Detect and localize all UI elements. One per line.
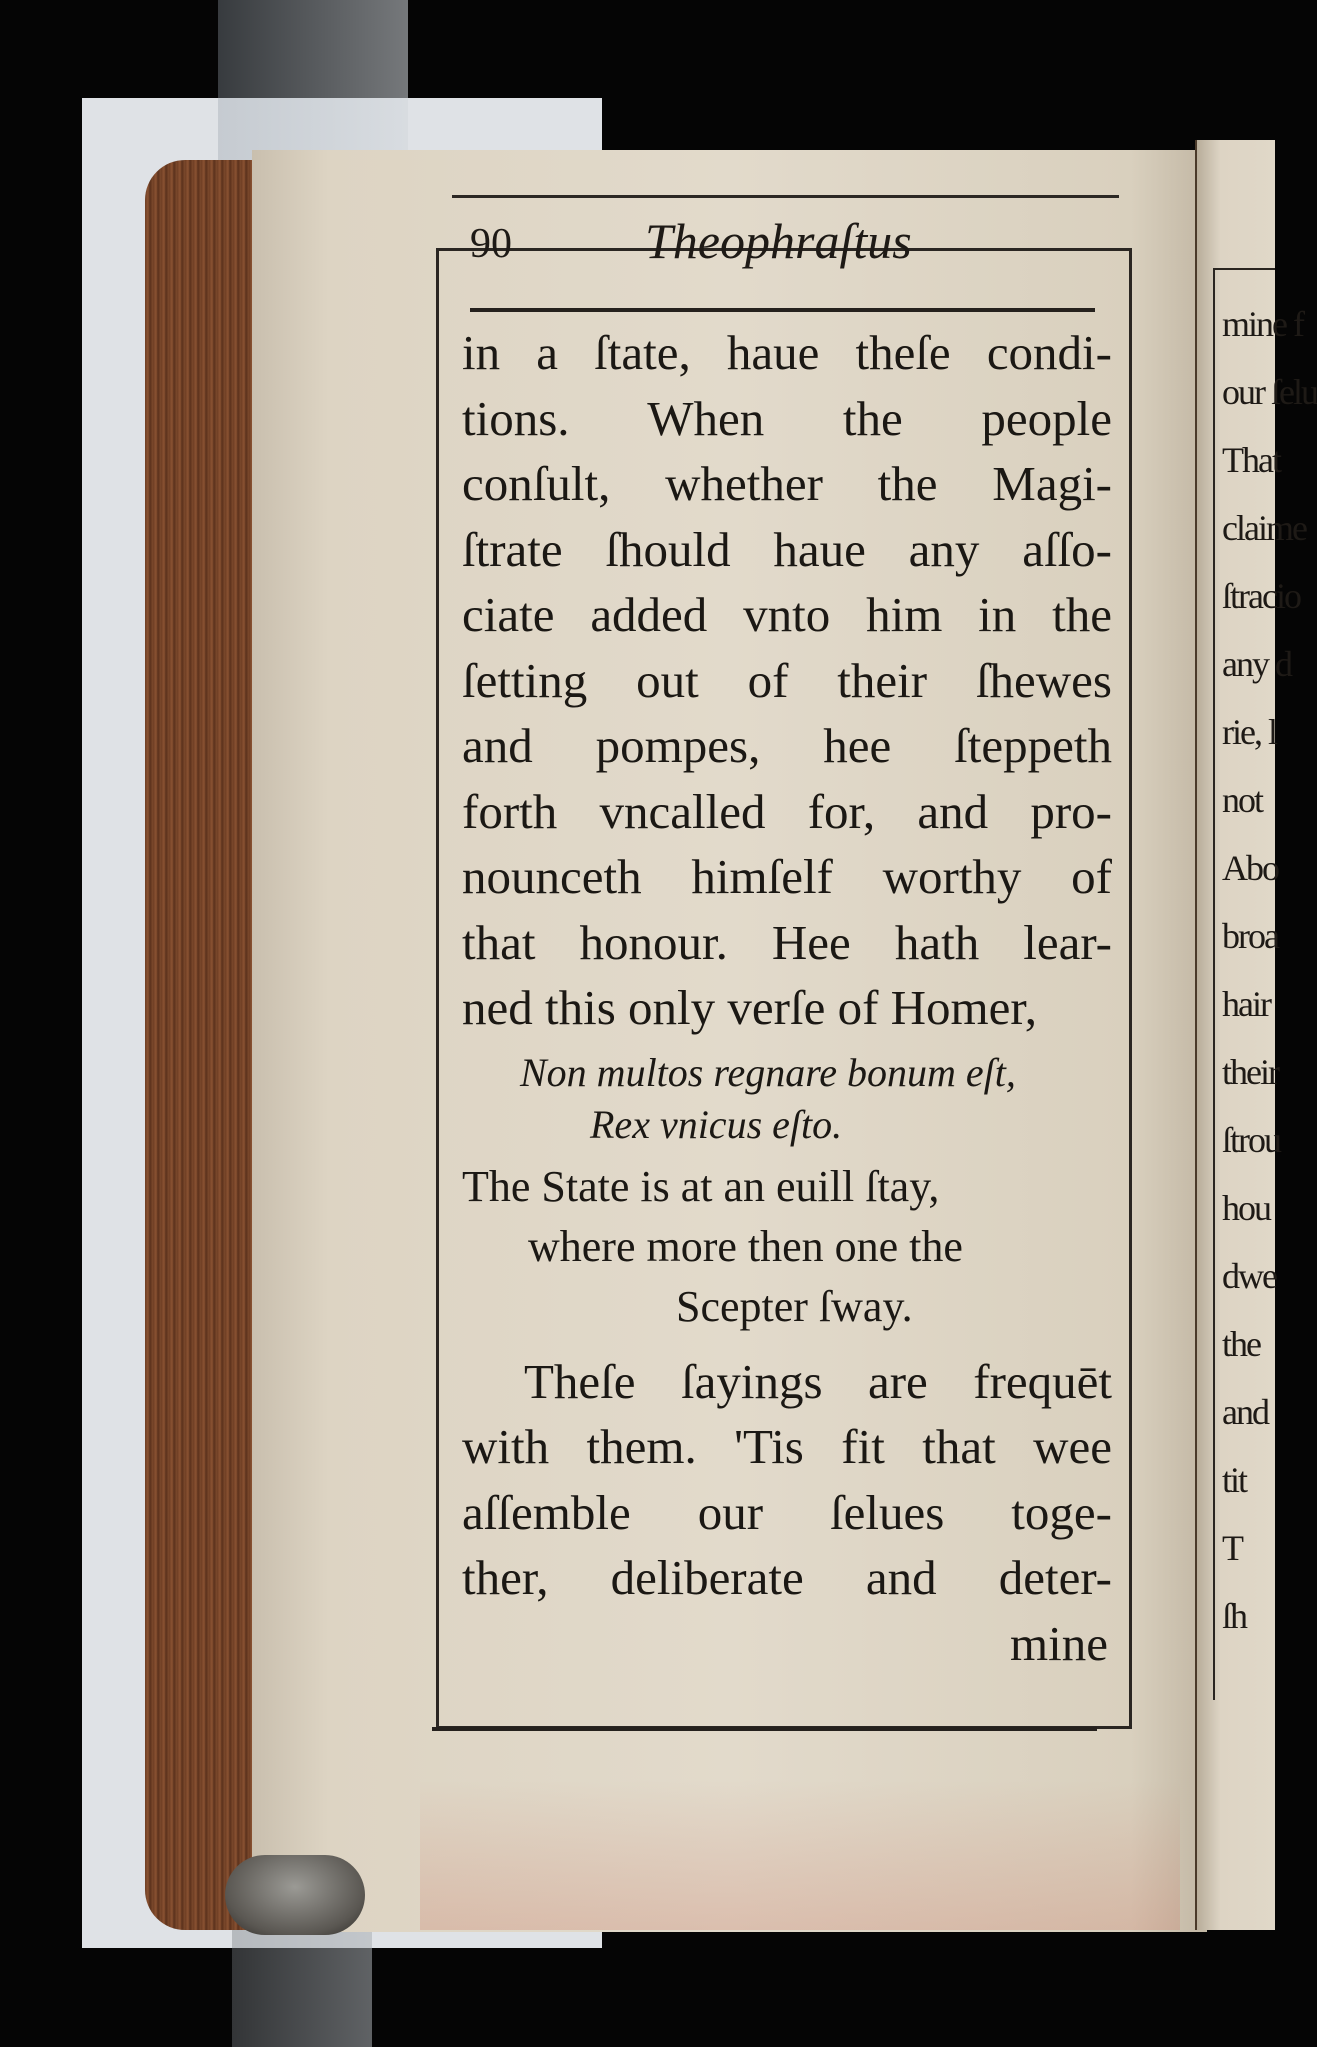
- text-line: conſult, whether the Magi-: [462, 456, 1112, 511]
- page-number: 90: [470, 221, 512, 267]
- facing-line: T: [1222, 1528, 1242, 1568]
- facing-line: the: [1222, 1324, 1260, 1364]
- english-verse-line: Scepter ſway.: [676, 1281, 913, 1331]
- text-line: forth vncalled for, and pro-: [462, 783, 1112, 839]
- page-edges: [145, 160, 263, 1930]
- facing-line: rie, l: [1222, 712, 1276, 752]
- text-line: ther, deliberate and deter-: [462, 1550, 1112, 1605]
- text-line: tions. When the people: [462, 390, 1112, 446]
- text-line: that honour. Hee hath lear-: [462, 914, 1112, 970]
- facing-line: hair: [1222, 984, 1270, 1024]
- text-line: with them. 'Tis fit that wee: [462, 1419, 1112, 1474]
- text-line: in a ſtate, haue theſe condi-: [462, 325, 1112, 380]
- text-line: ſtrate ſhould haue any aſſo-: [462, 521, 1112, 577]
- facing-line: tit: [1222, 1460, 1247, 1500]
- english-verse-line: where more then one the: [528, 1221, 963, 1271]
- facing-line: and: [1222, 1392, 1268, 1432]
- bottom-rule: [432, 1727, 1097, 1731]
- facing-line: broa: [1222, 916, 1278, 956]
- text-line: ned this only verſe of Homer,: [462, 980, 1038, 1035]
- latin-verse-line: Non multos regnare bonum eſt,: [520, 1049, 1016, 1095]
- facing-line: any d: [1222, 644, 1291, 684]
- latin-verse-line: Rex vnicus eſto.: [590, 1101, 843, 1147]
- body-text: [462, 320, 1112, 1676]
- facing-line: hou: [1222, 1188, 1270, 1228]
- facing-line: dwe: [1222, 1256, 1276, 1296]
- facing-line: their: [1222, 1052, 1278, 1092]
- facing-line: ſh: [1222, 1596, 1247, 1636]
- text-line: nounceth himſelf worthy of: [462, 849, 1112, 904]
- catchword: mine: [1010, 1615, 1108, 1671]
- top-rule: [452, 195, 1119, 198]
- facing-line: ſtrou: [1222, 1120, 1280, 1160]
- book-weight: [225, 1855, 365, 1935]
- facing-line: claime: [1222, 508, 1306, 548]
- english-verse-line: The State is at an euill ſtay,: [462, 1161, 940, 1211]
- facing-line: not: [1222, 780, 1263, 820]
- text-line: aſſemble our ſelues toge-: [462, 1484, 1112, 1540]
- facing-line: Abo: [1222, 848, 1278, 888]
- text-line: and pompes, hee ſteppeth: [462, 718, 1112, 773]
- text-line: ſetting out of their ſhewes: [462, 652, 1112, 708]
- page-stain: [420, 1780, 1180, 1930]
- facing-line: our ſelu: [1222, 372, 1317, 412]
- facing-line: ſtracio: [1222, 576, 1300, 616]
- text-line: Theſe ſayings are frequēt: [524, 1353, 1112, 1409]
- text-line: ciate added vnto him in the: [462, 587, 1112, 642]
- header-rule: [470, 308, 1095, 312]
- facing-line: That: [1222, 440, 1280, 480]
- facing-page-text: [1222, 290, 1317, 1650]
- running-title: Theophraſtus: [645, 213, 912, 269]
- facing-line: mine f: [1222, 304, 1303, 344]
